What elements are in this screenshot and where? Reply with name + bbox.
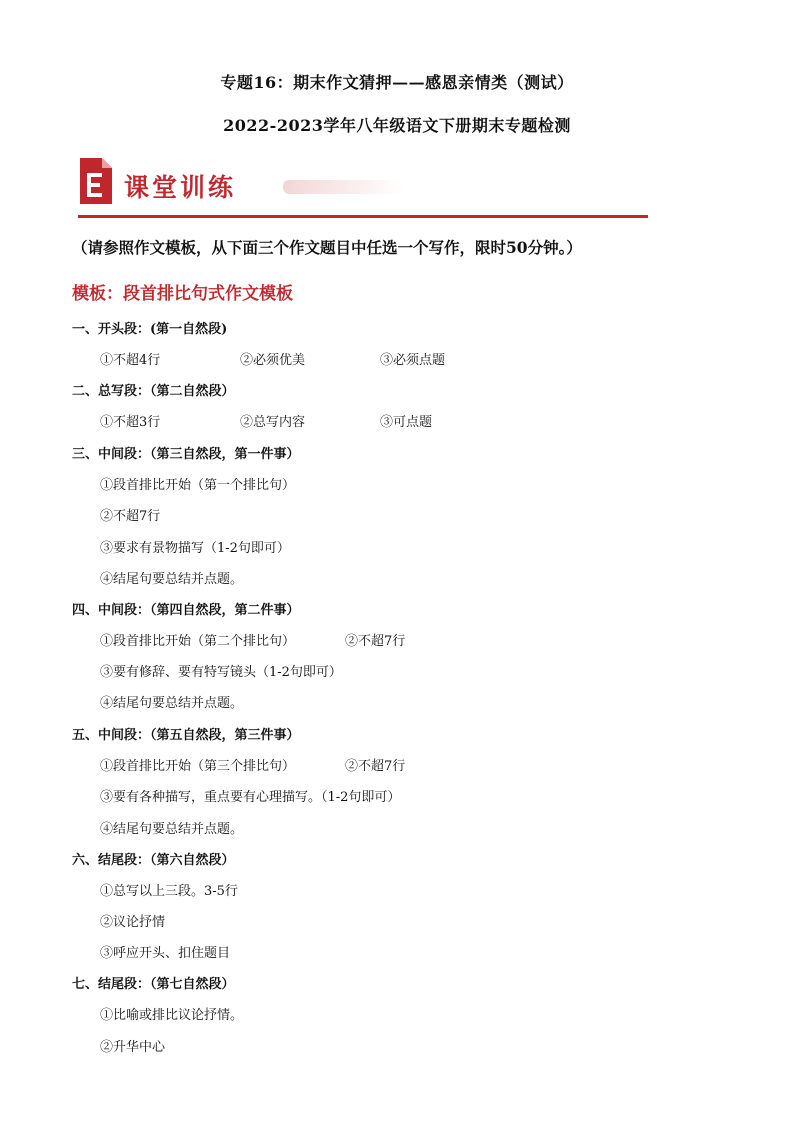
list-item: ①总写以上三段。3-5行: [100, 884, 238, 899]
list-item: ②总写内容: [240, 415, 306, 430]
list-item: ②必须优美: [240, 353, 306, 368]
list-item: ②议论抒情: [100, 915, 166, 930]
section-heading: 三、中间段：（第三自然段，第一件事）: [72, 447, 300, 462]
list-item: ①不超4行: [100, 353, 161, 368]
list-item: ③要有各种描写，重点要有心理描写。（1-2句即可）: [100, 790, 401, 805]
list-item: ①比喻或排比议论抒情。: [100, 1008, 244, 1023]
document-subtitle: 2022-2023学年八年级语文下册期末专题检测: [223, 116, 571, 135]
list-item: ③要求有景物描写（1-2句即可）: [100, 541, 290, 556]
list-item: ③必须点题: [380, 353, 446, 368]
list-item: ②不超7行: [345, 634, 406, 649]
list-item: ①段首排比开始（第三个排比句）: [100, 759, 296, 774]
section-heading: 五、中间段：（第五自然段，第三件事）: [72, 728, 300, 743]
list-item: ①段首排比开始（第二个排比句）: [100, 634, 296, 649]
list-item: ②不超7行: [345, 759, 406, 774]
section-heading: 六、结尾段：（第六自然段）: [72, 853, 235, 868]
list-item: ②升华中心: [100, 1040, 166, 1055]
section-heading: 二、总写段：（第二自然段）: [72, 384, 235, 399]
list-item: ③呼应开头、扣住题目: [100, 946, 231, 961]
list-item: ④结尾句要总结并点题。: [100, 696, 244, 711]
section-heading: 一、开头段：(第一自然段): [72, 322, 228, 337]
banner-label: 课堂训练: [124, 173, 237, 202]
list-item: ①不超3行: [100, 415, 161, 430]
template-title: 模板：段首排比句式作文模板: [72, 284, 293, 304]
list-item: ③要有修辞、要有特写镜头（1-2句即可）: [100, 665, 342, 680]
document-title: 专题16：期末作文猜押——感恩亲情类（测试）: [220, 73, 574, 92]
section-banner: [78, 152, 650, 222]
list-item: ②不超7行: [100, 509, 161, 524]
list-item: ③可点题: [380, 415, 433, 430]
list-item: ①段首排比开始（第一个排比句）: [100, 478, 296, 493]
list-item: ④结尾句要总结并点题。: [100, 572, 244, 587]
section-heading: 七、结尾段：（第七自然段）: [72, 977, 235, 992]
banner-divider: [78, 215, 648, 218]
list-item: ④结尾句要总结并点题。: [100, 822, 244, 837]
instruction-text: （请参照作文模板，从下面三个作文题目中任选一个写作，限时50分钟。）: [72, 238, 582, 257]
banner-decoration: [283, 180, 403, 194]
section-heading: 四、中间段：（第四自然段，第二件事）: [72, 603, 300, 618]
document-icon: [78, 156, 114, 206]
